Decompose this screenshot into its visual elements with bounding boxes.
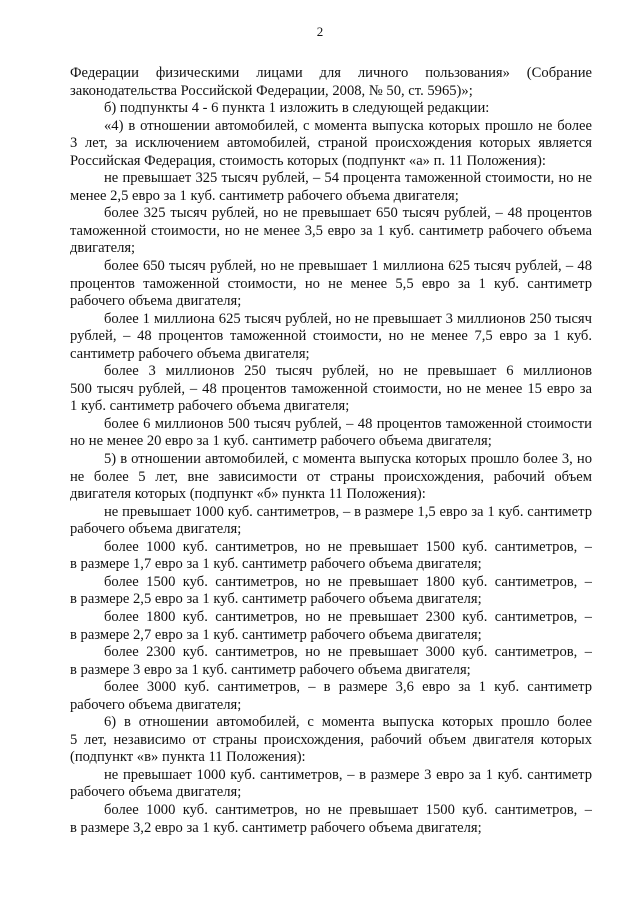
text-line: более 1000 куб. сантиметров, но не превышает 1500 куб. сантиметров, – [104, 538, 592, 555]
paragraph [70, 767, 592, 802]
text-line: в размере 3 евро за 1 куб. сантиметр рабочего объема двигателя; [70, 661, 471, 678]
paragraph [70, 504, 592, 539]
paragraph [70, 802, 592, 837]
text-line: таможенной стоимости, но не менее 3,5 евро за 1 куб. сантиметр рабочего объема [70, 222, 592, 239]
paragraph [70, 451, 592, 504]
text-line: не превышает 325 тысяч рублей, – 54 процента таможенной стоимости, но не [104, 170, 592, 187]
text-line: более 1 миллиона 625 тысяч рублей, но не превышает 3 миллионов 250 тысяч [104, 310, 592, 327]
text-line: двигателя; [70, 240, 136, 257]
text-line: более 1000 куб. сантиметров, но не превышает 1500 куб. сантиметров, – [104, 801, 592, 818]
text-line: рублей, – 48 процентов таможенной стоимости, но не менее 7,5 евро за 1 куб. [70, 328, 592, 345]
paragraph [70, 539, 592, 574]
text-line: в размере 2,5 евро за 1 куб. сантиметр рабочего объема двигателя; [70, 591, 482, 608]
paragraph [70, 205, 592, 258]
paragraph [70, 258, 592, 311]
text-line: процентов таможенной стоимости, но не менее 5,5 евро за 1 куб. сантиметр [70, 275, 592, 292]
paragraph [70, 363, 592, 416]
text-line: более 3000 куб. сантиметров, – в размере 3,6 евро за 1 куб. сантиметр [104, 679, 592, 696]
text-line: в размере 1,7 евро за 1 куб. сантиметр рабочего объема двигателя; [70, 556, 482, 573]
text-line: 500 тысяч рублей, – 48 процентов таможенной стоимости, но не менее 15 евро за [70, 380, 592, 397]
text-line: 3 лет, за исключением автомобилей, страной происхождения которых является [70, 135, 592, 152]
text-line: в размере 2,7 евро за 1 куб. сантиметр рабочего объема двигателя; [70, 626, 482, 643]
text-line: двигателя которых (подпункт «б» пункта 11 Положения): [70, 486, 426, 503]
paragraph [70, 118, 592, 171]
text-line: но не менее 20 евро за 1 куб. сантиметр рабочего объема двигателя; [70, 433, 492, 450]
text-line: более 1500 куб. сантиметров, но не превышает 1800 куб. сантиметров, – [104, 573, 592, 590]
text-line: более 650 тысяч рублей, но не превышает 1 миллиона 625 тысяч рублей, – 48 [104, 258, 592, 275]
text-line: рабочего объема двигателя; [70, 521, 242, 538]
text-line: 5 лет, независимо от страны происхождения, рабочий объем двигателя которых [70, 731, 592, 748]
paragraph [70, 574, 592, 609]
text-line: 6) в отношении автомобилей, с момента выпуска которых прошло более [104, 714, 592, 731]
text-line: в размере 3,2 евро за 1 куб. сантиметр рабочего объема двигателя; [70, 819, 482, 836]
text-line: б) подпункты 4 - 6 пункта 1 изложить в следующей редакции: [104, 100, 490, 117]
page-number: 2 [316, 24, 324, 39]
paragraph [70, 311, 592, 364]
text-line: законодательства Российской Федерации, 2008, № 50, ст. 5965)»; [70, 82, 473, 99]
text-line: не более 5 лет, вне зависимости от страны происхождения, рабочий объем [70, 468, 592, 485]
paragraph [70, 679, 592, 714]
text-line: «4) в отношении автомобилей, с момента выпуска которых прошло не более [104, 117, 592, 134]
text-line: не превышает 1000 куб. сантиметров, – в размере 1,5 евро за 1 куб. сантиметр [104, 503, 592, 520]
paragraph [70, 609, 592, 644]
text-line: рабочего объема двигателя; [70, 784, 242, 801]
text-line: более 3 миллионов 250 тысяч рублей, но не превышает 6 миллионов [104, 363, 592, 380]
document-body [70, 65, 592, 837]
text-line: сантиметр рабочего объема двигателя; [70, 345, 310, 362]
text-line: более 2300 куб. сантиметров, но не превышает 3000 куб. сантиметров, – [104, 644, 592, 661]
paragraph [70, 100, 592, 118]
paragraph [70, 416, 592, 451]
paragraph [70, 714, 592, 767]
paragraph [70, 170, 592, 205]
text-line: рабочего объема двигателя; [70, 696, 242, 713]
paragraph [70, 65, 592, 100]
text-line: 5) в отношении автомобилей, с момента выпуска которых прошло более 3, но [104, 451, 592, 468]
text-line: (подпункт «в» пункта 11 Положения): [70, 749, 306, 766]
text-line: более 325 тысяч рублей, но не превышает 650 тысяч рублей, – 48 процентов [104, 205, 592, 222]
text-line: более 1800 куб. сантиметров, но не превышает 2300 куб. сантиметров, – [104, 608, 592, 625]
text-line: менее 2,5 евро за 1 куб. сантиметр рабочего объема двигателя; [70, 187, 459, 204]
text-line: рабочего объема двигателя; [70, 293, 242, 310]
text-line: не превышает 1000 куб. сантиметров, – в размере 3 евро за 1 куб. сантиметр [104, 766, 592, 783]
text-line: Российская Федерация, стоимость которых (подпункт «а» п. 11 Положения): [70, 152, 546, 169]
text-line: Федерации физическими лицами для личного пользования» (Собрание [70, 65, 592, 81]
paragraph [70, 644, 592, 679]
text-line: более 6 миллионов 500 тысяч рублей, – 48 процентов таможенной стоимости [104, 415, 592, 432]
text-line: 1 куб. сантиметр рабочего объема двигателя; [70, 398, 350, 415]
